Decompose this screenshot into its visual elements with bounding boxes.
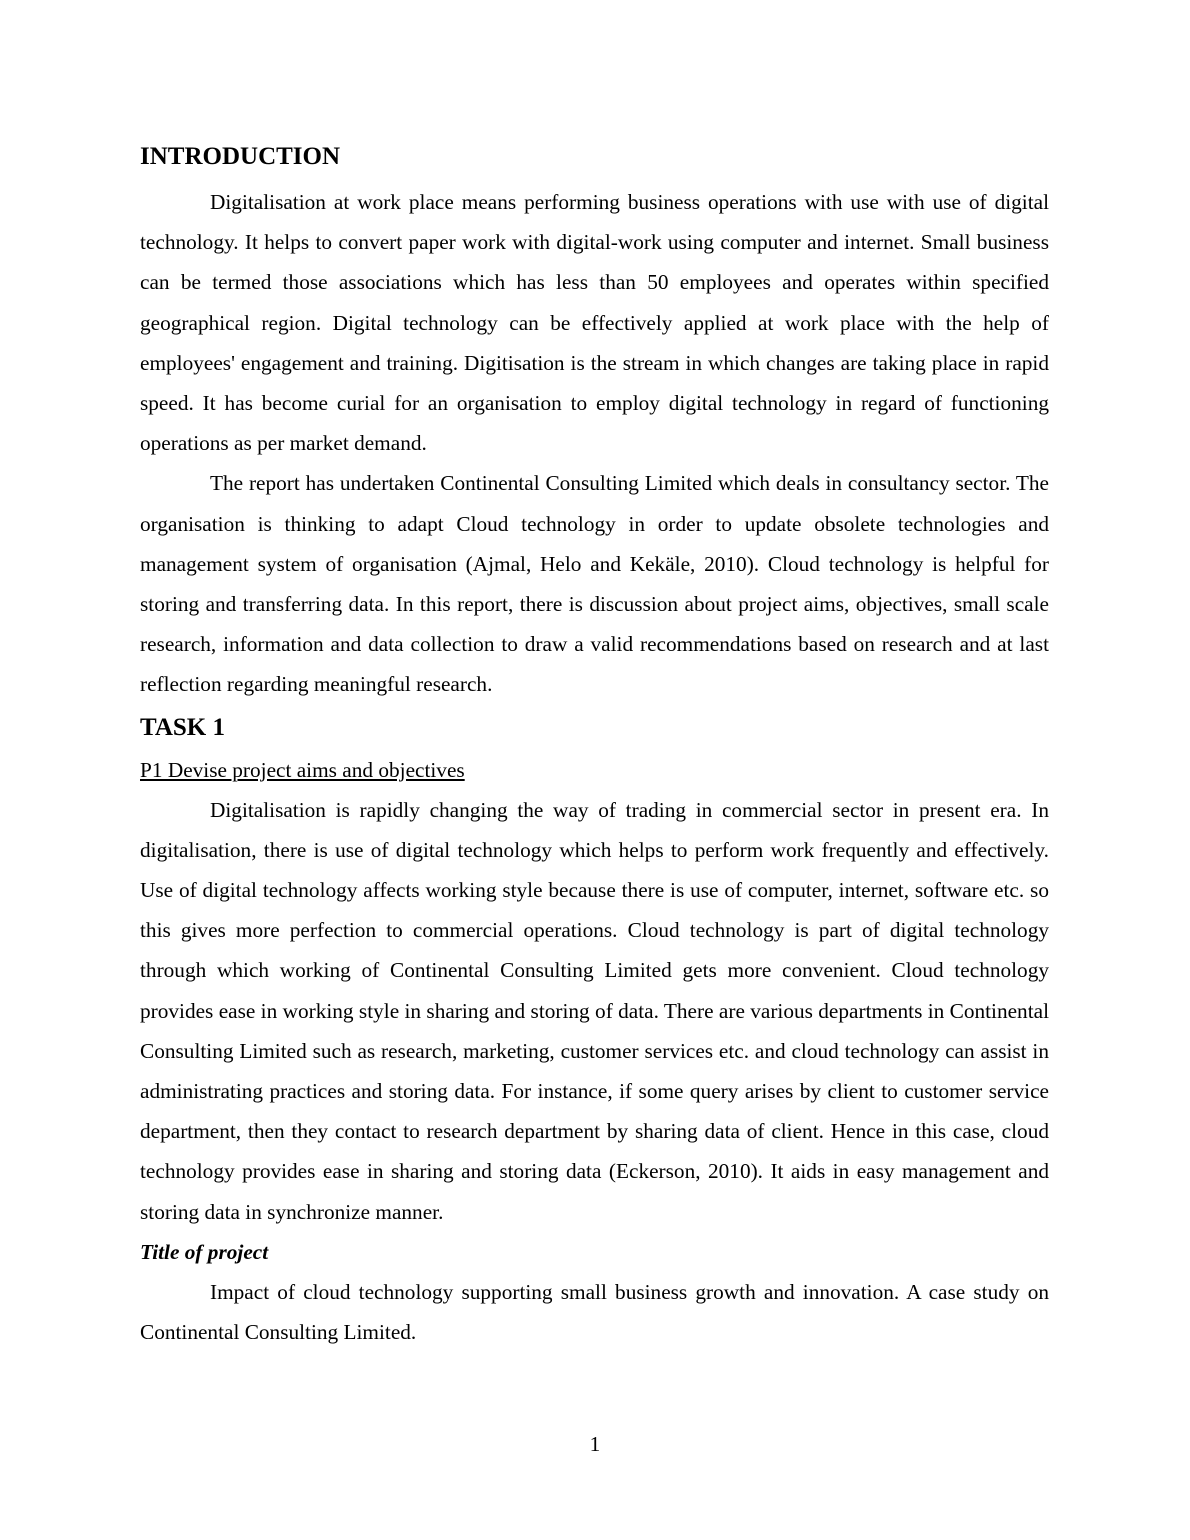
task-1-heading: TASK 1	[140, 713, 225, 741]
document-page	[140, 140, 1049, 1352]
page-number: 1	[589, 1432, 601, 1456]
title-of-project-label: Title of project	[140, 1239, 269, 1264]
introduction-heading: INTRODUCTION	[140, 143, 341, 170]
intro-paragraph-2: The report has undertaken Continental Consulting Limited which deals in consultancy sector. The organisation is thinking to adapt Cloud technology in order to update obsolete technologies and management system of organisation (Ajmal, Helo and Kekäle, 2010). Cloud technology is helpful for storing and transferring data. In this report, there is discussion about project aims, objectives, small scale research, information and data collection to draw a valid recommendations based on research and at last reflection regarding meaningful research.	[140, 471, 1049, 697]
task-1-paragraph: Digitalisation is rapidly changing the way of trading in commercial sector in present era. In digitalisation, there is use of digital technology which helps to perform work frequently and effectively. Use of digital technology affects working style because there is use of computer, internet, software etc. so this gives more perfection to commercial operations. Cloud technology is part of digital technology through which working of Continental Consulting Limited gets more convenient. Cloud technology provides ease in working style in sharing and storing of data. There are various departments in Continental Consulting Limited such as research, marketing, customer services etc. and cloud technology can assist in administrating practices and storing data. For instance, if some query arises by client to customer service department, then they contact to research department by sharing data of client. Hence in this case, cloud technology provides ease in sharing and storing data (Eckerson, 2010). It aids in easy management and storing data in synchronize manner.	[140, 797, 1049, 1224]
p1-subheading: P1 Devise project aims and objectives	[140, 757, 465, 782]
intro-paragraph-1: Digitalisation at work place means performing business operations with use with use of digital technology. It helps to convert paper work with digital-work using computer and internet. Small business can be termed those associations which has less than 50 employees and operates within specified geographical region. Digital technology can be effectively applied at work place with the help of employees' engagement and training. Digitisation is the stream in which changes are taking place in rapid speed. It has become curial for an organisation to employ digital technology in regard of functioning operations as per market demand.	[140, 190, 1049, 456]
project-title-paragraph: Impact of cloud technology supporting small business growth and innovation. A case study on Continental Consulting Limited.	[140, 1280, 1049, 1345]
